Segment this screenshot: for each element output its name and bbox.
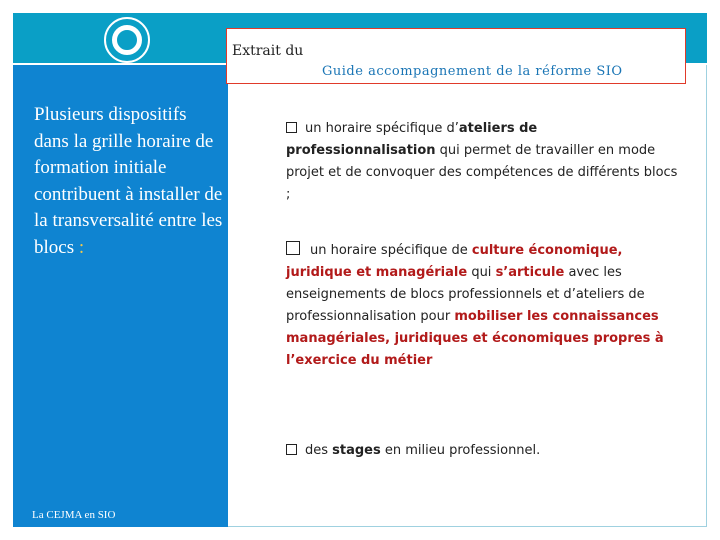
item-text-highlight: culture économique, juridique et managériale: [286, 243, 623, 280]
item-text: des: [305, 443, 333, 458]
item-text: qui: [467, 265, 496, 280]
item-text-bold: stages: [332, 443, 381, 458]
title-line1: Extrait du: [232, 43, 304, 59]
checkbox-icon: [286, 122, 297, 133]
list-item: [286, 440, 682, 462]
item-text: un horaire spécifique d’: [305, 121, 459, 136]
item-text-bold: ateliers de professionnalisation: [286, 121, 538, 158]
circle-logo-icon: [104, 17, 150, 63]
item-text-highlight: mobiliser les connaissances managériales, juridiques et économiques propres à l’exercice du métier: [286, 309, 664, 368]
item-text: qui permet de travailler en mode projet et de convoquer des compétences de différents blocs ;: [286, 143, 678, 202]
item-text: un horaire spécifique de: [310, 243, 472, 258]
item-text: en milieu professionnel.: [380, 443, 541, 458]
left-intro-text: [34, 102, 224, 261]
left-intro-colon: :: [78, 236, 85, 258]
checkbox-icon: [286, 444, 297, 455]
left-intro-body: Plusieurs dispositifs dans la grille horaire de formation initiale contribuent à installer de la transversalité entre les blocs: [34, 104, 223, 258]
list-item: [286, 240, 682, 372]
list-item: [286, 118, 682, 206]
title-line2: Guide accompagnement de la réforme SIO: [322, 64, 623, 79]
item-text-highlight: s’articule: [495, 265, 565, 280]
item-text: avec les enseignements de blocs professionnels et d’ateliers de professionnalisation pour: [286, 265, 645, 324]
checkbox-icon: [286, 241, 300, 255]
footer-label: La CEJMA en SIO: [32, 509, 116, 521]
